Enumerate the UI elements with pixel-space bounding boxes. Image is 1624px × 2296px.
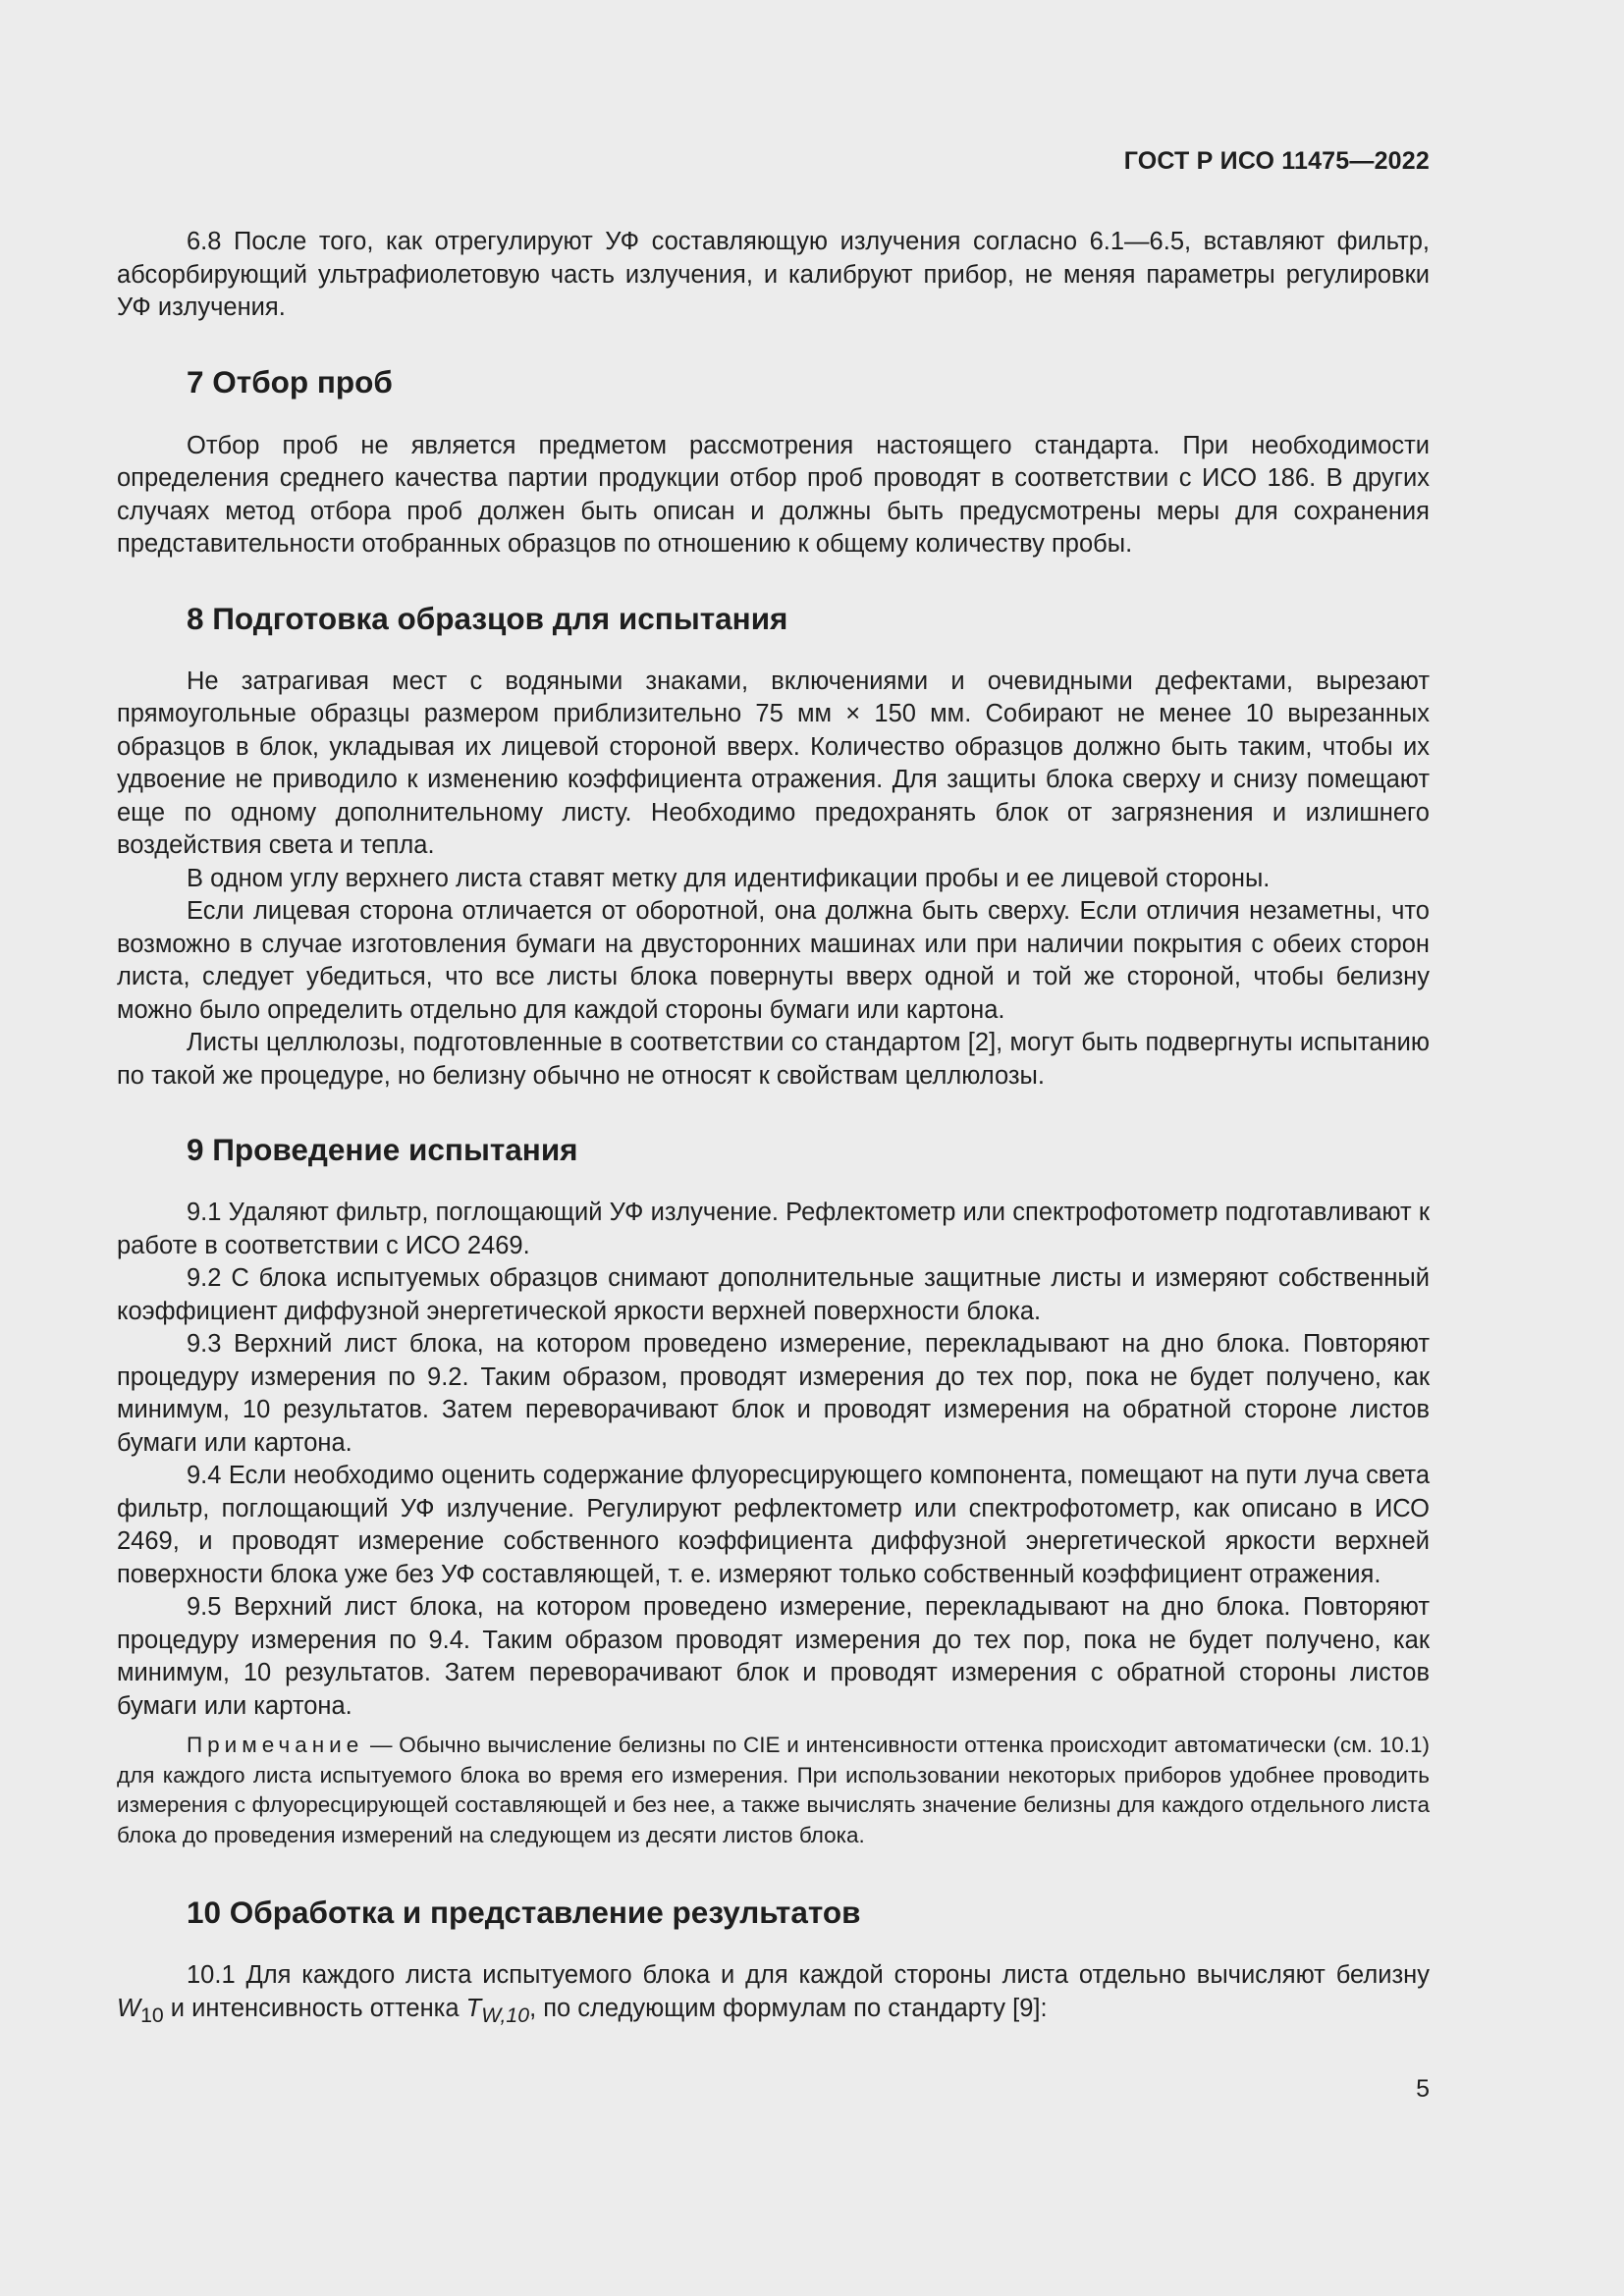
clause-9-4: 9.4 Если необходимо оценить содержание флуоресцирующего компонента, помещают на пути луча света фильтр, поглощающий УФ излучение. Регулируют рефлектометр или спектрофотометр, как описано в ИСО 2469, и проводят измерение собственного коэффициента диффузной энергетической яркости верхней поверхности блока уже без УФ составляющей, т. е. измеряют только собственный коэффициент отражения.	[117, 1462, 1430, 1588]
section-9-title: 9 Проведение испытания	[187, 1132, 578, 1167]
section-10-title: 10 Обработка и представление результатов	[187, 1895, 861, 1930]
section-8-paragraph: Не затрагивая мест с водяными знаками, включениями и очевидными дефектами, вырезают прямоугольные образцы размером приблизительно 75 мм × 150 мм. Собирают не менее 10 вырезанных образцов в блок, укладывая их лицевой стороной вверх. Количество образцов должно быть таким, чтобы их удвоение не приводило к изменению коэффициента отражения. Для защиты блока сверху и снизу помещают еще по одному дополнительному листу. Необходимо предохранять блок от загрязнения и излишнего воздействия света и тепла.	[117, 667, 1430, 859]
whiteness-symbol-subscript: 10	[140, 2002, 164, 2027]
section-8-paragraph: Если лицевая сторона отличается от оборотной, она должна быть сверху. Если отличия незаметны, что возможно в случае изготовления бумаги на двусторонних машинах или при наличии покрытия с обеих сторон листа, следует убедиться, что все листы блока повернуты вверх одной и той же стороной, чтобы белизну можно было определить отдельно для каждой стороны бумаги или картона.	[117, 897, 1430, 1024]
document-body	[117, 226, 1430, 2032]
clause-10-1-text-start: 10.1 Для каждого листа испытуемого блока и для каждой стороны листа отдельно вычисляют белизну	[187, 1961, 1430, 1989]
document-code-header: ГОСТ Р ИСО 11475—2022	[1123, 147, 1430, 175]
note-block	[117, 1731, 1430, 1850]
tint-symbol-subscript: W,10	[481, 2002, 530, 2027]
note-label: Примечание	[187, 1733, 364, 1757]
clause-9-1: 9.1 Удаляют фильтр, поглощающий УФ излучение. Рефлектометр или спектрофотометр подготавливают к работе в соответствии с ИСО 2469.	[117, 1199, 1430, 1259]
page-number: 5	[1416, 2075, 1430, 2103]
clause-10-1-text-end: , по следующим формулам по стандарту [9]:	[529, 1994, 1048, 2022]
section-7-title: 7 Отбор проб	[187, 363, 393, 400]
clause-10-1-text-middle: и интенсивность оттенка	[163, 1994, 466, 2022]
whiteness-symbol: W	[117, 1994, 141, 2022]
section-7-paragraph: Отбор проб не является предметом рассмотрения настоящего стандарта. При необходимости определения среднего качества партии продукции отбор проб проводят в соответствии с ИСО 186. В других случаях метод отбора проб должен быть описан и должны быть предусмотрены меры для сохранения представительности отобранных образцов по отношению к общему количеству пробы.	[117, 431, 1430, 558]
tint-symbol: T	[465, 1994, 482, 2022]
note-text: — Обычно вычисление белизны по CIE и интенсивности оттенка происходит автоматически (см. 10.1) для каждого листа испытуемого блока во время его измерения. При использовании некоторых приборов удобнее проводить измерения с флуоресцирующей составляющей и без нее, а также вычислять значение белизны для каждого отдельного листа блока до проведения измерений на следующем из десяти листов блока.	[117, 1733, 1430, 1847]
section-8-paragraph: Листы целлюлозы, подготовленные в соответствии со стандартом [2], могут быть подвергнуты испытанию по такой же процедуре, но белизну обычно не относят к свойствам целлюлозы.	[117, 1029, 1430, 1090]
clause-10-1	[117, 1959, 1430, 2032]
clause-9-5: 9.5 Верхний лист блока, на котором проведено измерение, перекладывают на дно блока. Повторяют процедуру измерения по 9.4. Таким образом проводят измерения до тех пор, пока не будет получено, как минимум, 10 результатов. Затем переворачивают блок и проводят измерения с обратной стороны листов бумаги или картона.	[117, 1593, 1430, 1720]
clause-9-2: 9.2 С блока испытуемых образцов снимают дополнительные защитные листы и измеряют собственный коэффициент диффузной энергетической яркости верхней поверхности блока.	[117, 1264, 1430, 1325]
section-8-title: 8 Подготовка образцов для испытания	[187, 600, 788, 636]
paragraph-6-8: 6.8 После того, как отрегулируют УФ составляющую излучения согласно 6.1—6.5, вставляют фильтр, абсорбирующий ультрафиолетовую часть излучения, и калибруют прибор, не меняя параметры регулировки УФ излучения.	[117, 228, 1430, 321]
clause-9-3: 9.3 Верхний лист блока, на котором проведено измерение, перекладывают на дно блока. Повторяют процедуру измерения по 9.2. Таким образом, проводят измерения до тех пор, пока не будет получено, как минимум, 10 результатов. Затем переворачивают блок и проводят измерения на обратной стороне листов бумаги или картона.	[117, 1330, 1430, 1457]
section-8-paragraph: В одном углу верхнего листа ставят метку для идентификации пробы и ее лицевой стороны.	[187, 864, 1271, 892]
